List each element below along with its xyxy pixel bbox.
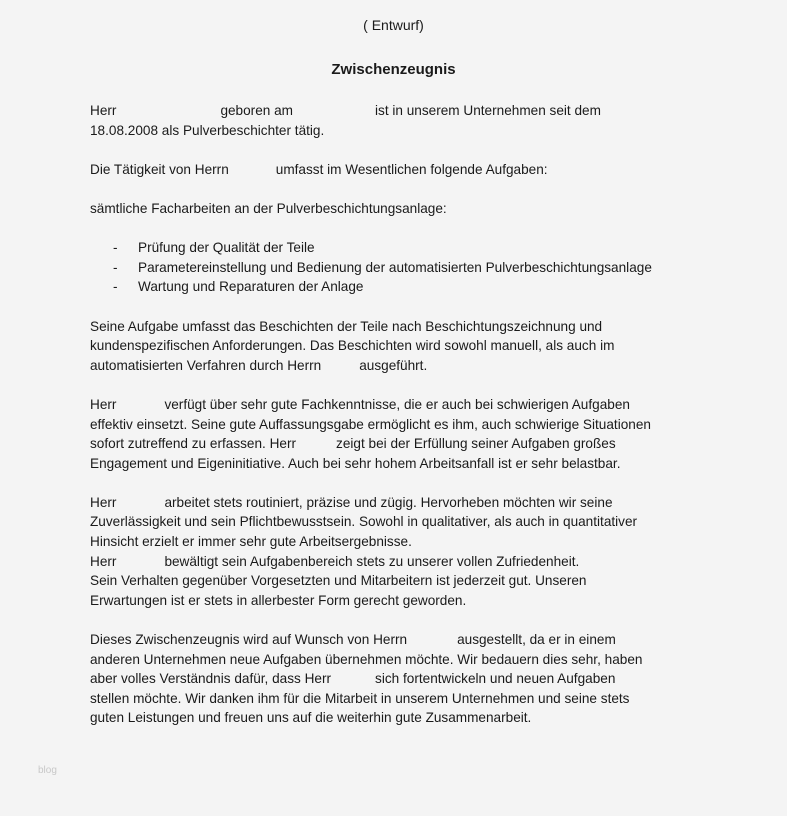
fachkenntnis-line-3: sofort zutreffend zu erfassen. Herr zeigt bei der Erfüllung seiner Aufgaben großes [90, 436, 616, 452]
schluss-line-4: stellen möchte. Wir danken ihm für die Mitarbeit in unserem Unternehmen und seine stets [90, 690, 630, 706]
list-item: - Prüfung der Qualität der Teile [113, 240, 315, 256]
aufgabe-line-1: Seine Aufgabe umfasst das Beschichten der Teile nach Beschichtungszeichnung und [90, 318, 603, 334]
list-item: - Parametereinstellung und Bedienung der automatisierten Pulverbeschichtungsanlage [113, 259, 652, 275]
aufgabe-line-2: kundenspezifischen Anforderungen. Das Beschichten wird sowohl manuell, als auch im [90, 338, 615, 354]
task-list [90, 238, 710, 297]
watermark: blog [38, 765, 57, 776]
document-title: Zwischenzeugnis [331, 61, 456, 78]
arbeitsweise-line-4: Herr bewältigt sein Aufgabenbereich stets zu unserer vollen Zufriedenheit. [90, 553, 580, 569]
fachkenntnis-line-4: Engagement und Eigeninitiative. Auch bei sehr hohem Arbeitsanfall ist er sehr belastbar. [90, 455, 621, 471]
intro-line-1: Herr geboren am ist in unserem Unternehmen seit dem [90, 103, 601, 118]
arbeitsweise-line-2: Zuverlässigkeit und sein Pflichtbewusstsein. Sowohl in qualitativer, als auch in quantitativer [90, 514, 638, 530]
document-body [90, 101, 710, 728]
list-item: - Wartung und Reparaturen der Anlage [113, 279, 364, 295]
schluss-line-3: aber volles Verständnis dafür, dass Herr sich fortentwickeln und neuen Aufgaben [90, 671, 616, 687]
arbeitsweise-line-5: Sein Verhalten gegenüber Vorgesetzten und Mitarbeitern ist jederzeit gut. Unseren [90, 573, 587, 589]
aufgabe-line-3: automatisierten Verfahren durch Herrn ausgeführt. [90, 357, 428, 373]
schluss-line-5: guten Leistungen und freuen uns auf die weiterhin gute Zusammenarbeit. [90, 710, 532, 726]
fachkenntnis-line-2: effektiv einsetzt. Seine gute Auffassungsgabe ermöglicht es ihm, auch schwierige Situationen [90, 416, 651, 432]
fachkenntnis-line-1: Herr verfügt über sehr gute Fachkenntnisse, die er auch bei schwierigen Aufgaben [90, 396, 630, 412]
arbeitsweise-line-1: Herr arbeitet stets routiniert, präzise und zügig. Hervorheben möchten wir seine [90, 494, 613, 510]
arbeitsweise-line-6: Erwartungen ist er stets in allerbester Form gerecht geworden. [90, 592, 467, 608]
draft-label: ( Entwurf) [363, 17, 424, 33]
facharbeiten-line: sämtliche Facharbeiten an der Pulverbeschichtungsanlage: [90, 200, 447, 216]
arbeitsweise-line-3: Hinsicht erzielt er immer sehr gute Arbeitsergebnisse. [90, 534, 412, 550]
schluss-line-2: anderen Unternehmen neue Aufgaben übernehmen möchte. Wir bedauern dies sehr, haben [90, 651, 643, 667]
intro-line-2: 18.08.2008 als Pulverbeschichter tätig. [90, 122, 325, 138]
taetigkeit-line: Die Tätigkeit von Herrn umfasst im Wesentlichen folgende Aufgaben: [90, 161, 548, 177]
schluss-line-1: Dieses Zwischenzeugnis wird auf Wunsch von Herrn ausgestellt, da er in einem [90, 632, 616, 648]
